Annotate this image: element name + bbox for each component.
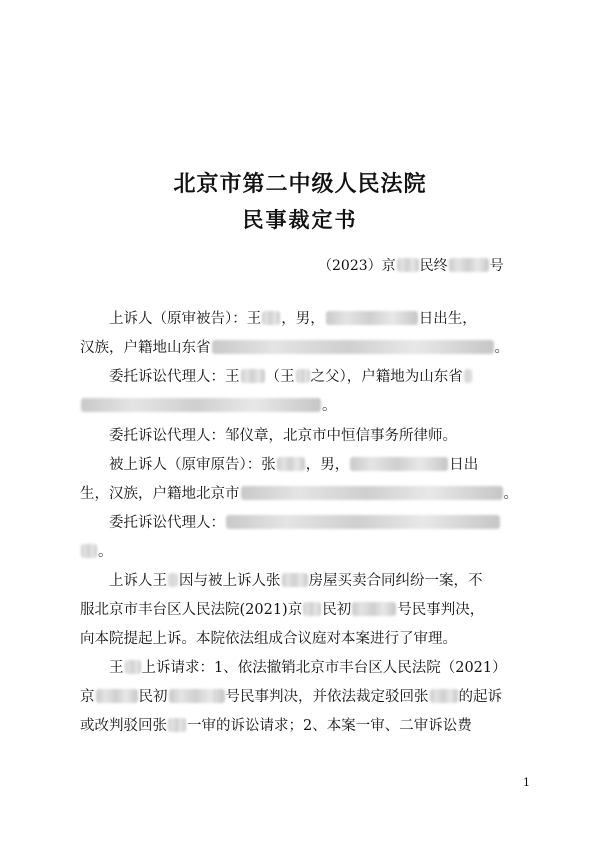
text: 。 [503, 486, 518, 502]
text: 。 [322, 398, 337, 414]
text: 王 [109, 660, 124, 676]
text: 生，汉族，户籍地北京市 [80, 486, 240, 502]
text: 。 [98, 544, 113, 560]
agent-line [80, 540, 113, 564]
redaction-block [303, 602, 321, 616]
redaction-block [96, 689, 138, 703]
redaction-block [282, 573, 308, 587]
text: 委托诉讼代理人： [109, 515, 225, 531]
case-number-prefix: （2023）京 [318, 258, 396, 274]
redaction-block [397, 258, 419, 272]
document-type: 民事裁定书 [242, 207, 358, 232]
text: ，男， [305, 457, 350, 473]
redaction-block [352, 602, 396, 616]
redaction-block [125, 660, 141, 674]
text: 上诉人（原审被告）：王 [109, 311, 262, 327]
text: 房屋买卖合同纠纷一案，不 [308, 573, 483, 589]
body-line [80, 685, 502, 709]
redaction-block [449, 258, 489, 272]
text: 被上诉人（原审原告）：张 [109, 457, 276, 473]
case-number [318, 256, 504, 276]
text: 号民事判决，并依法裁定驳回张 [225, 689, 429, 705]
text: 委托诉讼代理人：王 [109, 369, 240, 385]
text: 上诉请求：1、依法撤销北京市丰台区人民法院（2021） [141, 660, 507, 676]
redaction-block [262, 311, 280, 325]
agent-line [109, 511, 501, 535]
agent-line: 委托诉讼代理人：邹仪章，北京市中恒信事务所律师。 [109, 428, 457, 444]
text: 号民事判决， [397, 602, 485, 618]
body-line [109, 569, 483, 593]
redaction-block [326, 311, 418, 325]
text: 日出 [449, 457, 479, 473]
redaction-block [81, 398, 321, 412]
text: 京 [80, 689, 95, 705]
case-number-middle: 民终 [419, 258, 448, 274]
body-line [80, 598, 484, 622]
court-name: 北京市第二中级人民法院 [173, 171, 427, 197]
text: 的起诉 [458, 689, 502, 705]
redaction-block [212, 340, 494, 354]
redaction-block [168, 573, 178, 587]
page-number: 1 [523, 776, 530, 789]
redaction-block [464, 369, 472, 383]
agent-line [109, 365, 473, 389]
body-line [80, 714, 472, 738]
redaction-block [241, 369, 265, 383]
redaction-block [430, 689, 458, 703]
redaction-block [296, 369, 310, 383]
appellant-line [109, 307, 477, 331]
redaction-block [277, 457, 305, 471]
text: 上诉人王 [109, 573, 167, 589]
text: 之父），户籍地为山东省 [310, 369, 463, 385]
body-line [109, 656, 507, 680]
appellee-line [80, 482, 518, 506]
text: （王 [265, 369, 295, 385]
redaction-block [226, 515, 500, 529]
text: 民初 [138, 689, 168, 705]
text: 民初 [322, 602, 352, 618]
text: 或改判驳回张 [80, 718, 167, 734]
appellee-line [109, 453, 478, 477]
text: 因与被上诉人张 [179, 573, 281, 589]
redaction-block [169, 689, 225, 703]
redaction-block [168, 718, 186, 732]
agent-line [80, 394, 337, 418]
text: 汉族，户籍地山东省 [80, 340, 211, 356]
text: 。 [494, 340, 509, 356]
redaction-block [350, 457, 448, 471]
appellant-line [80, 336, 509, 360]
redaction-block [241, 486, 503, 500]
body-line: 向本院提起上诉。本院依法组成合议庭对本案进行了审理。 [80, 631, 457, 647]
case-number-suffix: 号 [489, 258, 504, 274]
text: 一审的诉讼请求；2、本案一审、二审诉讼费 [187, 718, 472, 734]
text: ，男， [281, 311, 325, 327]
text: 服北京市丰台区人民法院(2021)京 [80, 602, 303, 618]
redaction-block [81, 544, 97, 558]
text: 日出生， [418, 311, 477, 327]
